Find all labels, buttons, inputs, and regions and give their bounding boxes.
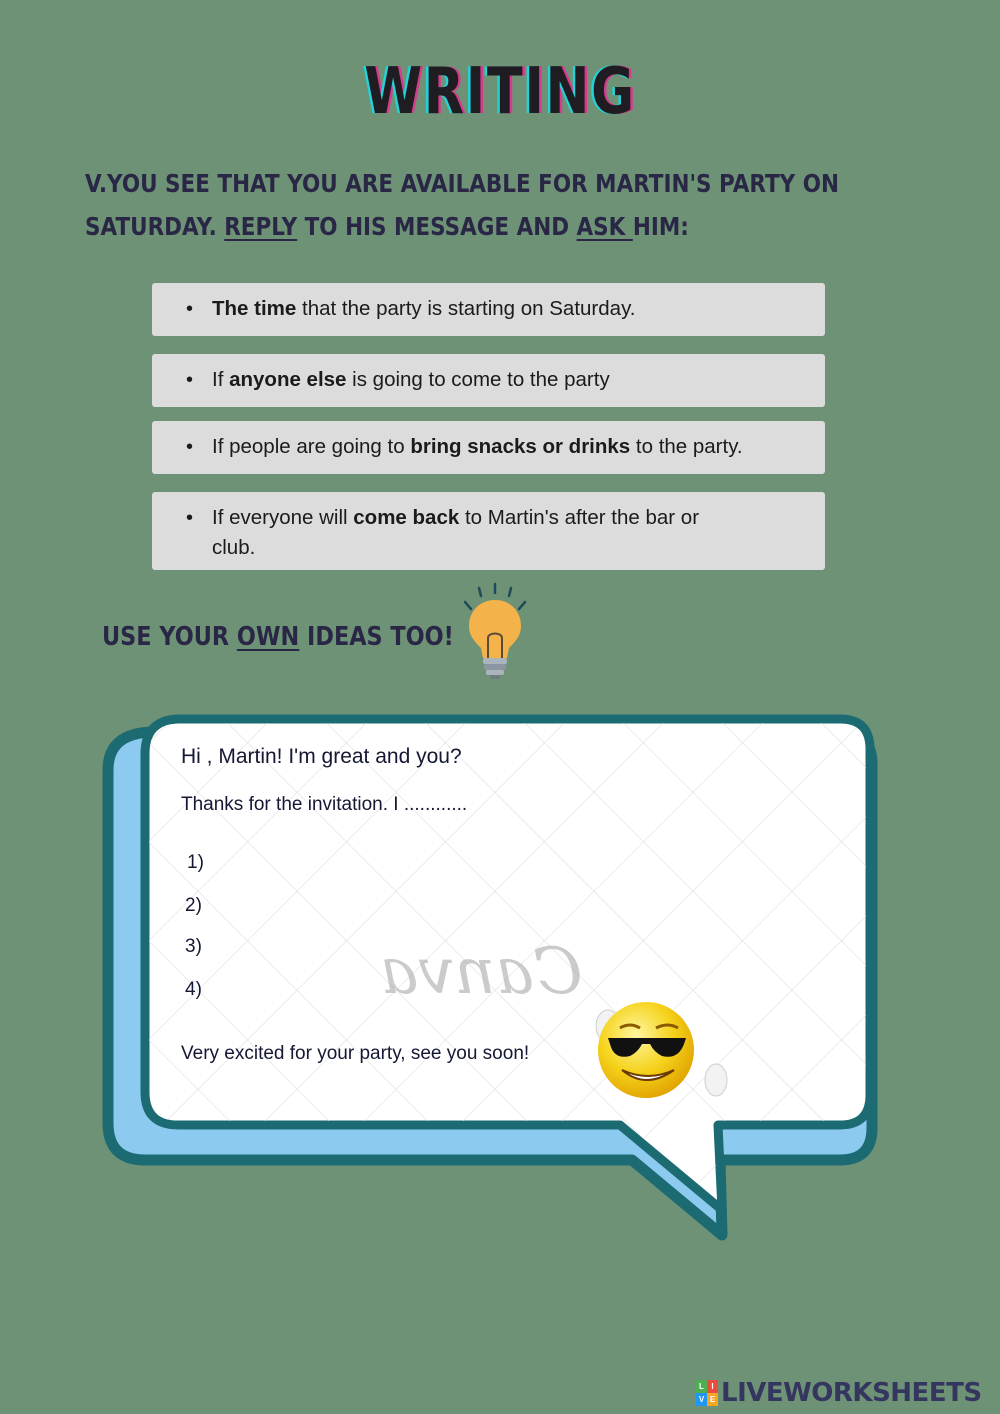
task-text: to the party. [630, 435, 743, 458]
sunglasses-smiley-icon [578, 998, 738, 1108]
liveworksheets-text: LIVEWORKSHEETS [721, 1378, 982, 1408]
reply-keyword: REPLY [224, 212, 298, 241]
task-keyword: anyone else [229, 368, 347, 391]
logo-mark-letter: E [707, 1393, 718, 1406]
own-ideas-fragment: IDEAS TOO! [299, 622, 454, 652]
task-text: If everyone will [212, 506, 354, 529]
task-keyword: bring snacks or drinks [410, 435, 631, 458]
task-text: If people are going to [212, 435, 411, 458]
task-text: club. [212, 536, 256, 559]
logo-mark-letter: I [707, 1380, 718, 1393]
task-text: to Martin's after the bar or [459, 506, 700, 529]
page-title: WRITING [364, 55, 636, 129]
canva-watermark: Canva [380, 935, 583, 1009]
message-thanks: Thanks for the invitation. I ............ [181, 794, 468, 815]
own-ideas-fragment: USE YOUR [102, 622, 237, 652]
ask-keyword: ASK [576, 212, 633, 241]
instruction-line-1: V.YOU SEE THAT YOU ARE AVAILABLE FOR MARTIN'S PARTY ON [85, 169, 840, 198]
bullet: • [186, 507, 194, 529]
answer-number-1: 1) [187, 852, 204, 873]
task-text: that the party is starting on Saturday. [296, 297, 636, 320]
bullet: • [186, 298, 194, 320]
liveworksheets-mark-icon [696, 1380, 718, 1406]
message-greeting: Hi , Martin! I'm great and you? [181, 745, 462, 768]
instruction-fragment: TO HIS MESSAGE AND [297, 212, 577, 241]
task-text: is going to come to the party [346, 368, 610, 391]
bullet: • [186, 436, 194, 458]
liveworksheets-logo [696, 1378, 982, 1408]
logo-mark-letter: L [696, 1380, 707, 1393]
answer-number-4: 4) [185, 979, 202, 1000]
task-keyword: The time [212, 297, 297, 320]
instruction-fragment: SATURDAY. [85, 212, 225, 241]
bullet: • [186, 369, 194, 391]
message-closing: Very excited for your party, see you soon! [181, 1043, 530, 1064]
logo-mark-letter: V [696, 1393, 707, 1406]
instruction-fragment: HIM: [632, 212, 689, 241]
answer-number-2: 2) [185, 895, 202, 916]
own-keyword: OWN [236, 622, 300, 652]
answer-number-3: 3) [185, 936, 202, 957]
task-keyword: come back [353, 506, 460, 529]
task-text: If [212, 368, 230, 391]
